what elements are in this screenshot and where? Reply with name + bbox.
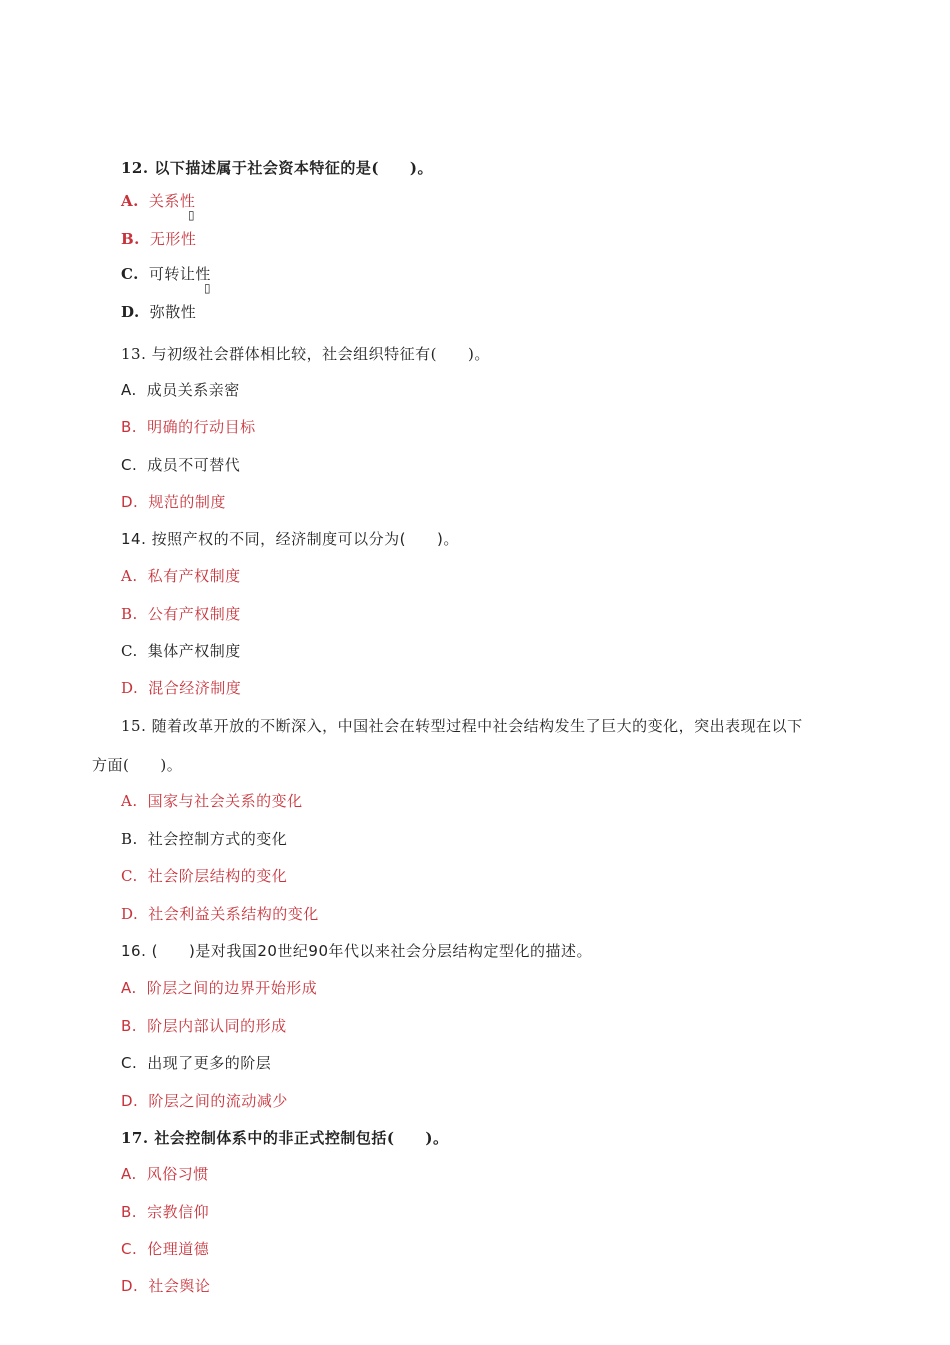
q17-option-d: D. 社会舆论 bbox=[121, 1277, 211, 1295]
q17-option-b: B. 宗教信仰 bbox=[121, 1203, 210, 1221]
q16-option-b: B. 阶层内部认同的形成 bbox=[121, 1017, 287, 1035]
q16-option-c: C. 出现了更多的阶层 bbox=[121, 1054, 272, 1072]
q14-option-a: A. 私有产权制度 bbox=[121, 567, 241, 585]
q16-option-a: A. 阶层之间的边界开始形成 bbox=[121, 979, 318, 997]
q12-option-a: A. 关系性 bbox=[121, 192, 196, 210]
question-15-stem: 15. 随着改革开放的不断深入，中国社会在转型过程中社会结构发生了巨大的变化，突出表现在以下 bbox=[121, 717, 803, 735]
question-15-stem-continued: 方面( )。 bbox=[92, 756, 183, 774]
q15-option-d: D. 社会利益关系结构的变化 bbox=[121, 905, 319, 923]
q12-option-c: C. 可转让性 bbox=[121, 265, 211, 283]
q15-option-b: B. 社会控制方式的变化 bbox=[121, 830, 288, 848]
q14-option-b: B. 公有产权制度 bbox=[121, 605, 241, 623]
q14-option-d: D. 混合经济制度 bbox=[121, 679, 242, 697]
q13-option-d: D. 规范的制度 bbox=[121, 493, 226, 511]
q13-option-a: A. 成员关系亲密 bbox=[121, 381, 240, 399]
q16-option-d: D. 阶层之间的流动减少 bbox=[121, 1092, 288, 1110]
question-17-stem: 17. 社会控制体系中的非正式控制包括( )。 bbox=[121, 1129, 449, 1147]
q14-option-c: C. 集体产权制度 bbox=[121, 642, 241, 660]
q13-option-c: C. 成员不可替代 bbox=[121, 456, 241, 474]
placeholder-glyph-icon: ▯ bbox=[204, 281, 211, 295]
q15-option-c: C. 社会阶层结构的变化 bbox=[121, 867, 288, 885]
q17-option-a: A. 风俗习惯 bbox=[121, 1165, 209, 1183]
q12-option-b: B. 无形性 bbox=[121, 230, 197, 248]
question-16-stem: 16. ( )是对我国20世纪90年代以来社会分层结构定型化的描述。 bbox=[121, 942, 593, 960]
question-14-stem: 14. 按照产权的不同，经济制度可以分为( )。 bbox=[121, 530, 459, 548]
q12-option-d: D. 弥散性 bbox=[121, 303, 197, 321]
question-13-stem: 13. 与初级社会群体相比较，社会组织特征有( )。 bbox=[121, 345, 490, 363]
q15-option-a: A. 国家与社会关系的变化 bbox=[121, 792, 303, 810]
q13-option-b: B. 明确的行动目标 bbox=[121, 418, 256, 436]
q17-option-c: C. 伦理道德 bbox=[121, 1240, 210, 1258]
question-12-stem: 12. 以下描述属于社会资本特征的是( )。 bbox=[121, 159, 434, 177]
placeholder-glyph-icon: ▯ bbox=[188, 208, 195, 222]
